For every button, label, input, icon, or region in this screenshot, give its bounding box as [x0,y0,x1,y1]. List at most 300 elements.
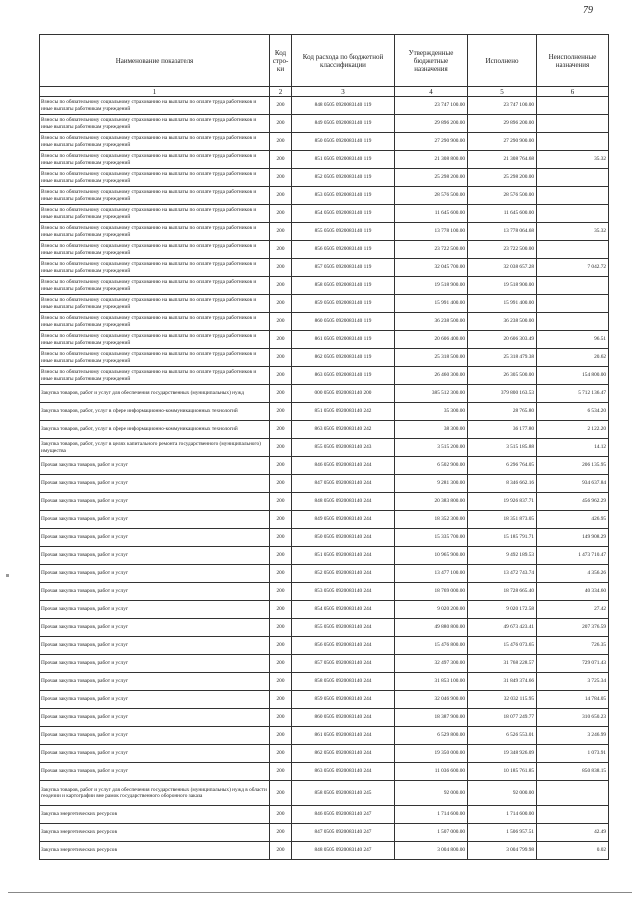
cell-unexecuted: 0.02 [537,842,609,860]
cell-name: Прочая закупка товаров, работ и услуг [40,727,270,745]
cell-code: 200 [270,529,292,547]
cell-executed: 6 526 553.01 [468,727,537,745]
cell-name: Взносы по обязательному социальному страхованию на выплаты по оплате труда работников и иные выплаты работникам учреждений [40,223,270,241]
cell-unexecuted: 149 908.29 [537,529,609,547]
header-classification: Код расхода по бюджетной классификации [292,35,395,87]
cell-name: Прочая закупка товаров, работ и услуг [40,511,270,529]
cell-executed: 15 991 400.00 [468,295,537,313]
cell-unexecuted: 4 356.26 [537,565,609,583]
cell-approved: 3 004 800.00 [395,842,468,860]
cell-code: 200 [270,781,292,806]
cell-name: Закупка товаров, работ, услуг в целях капитального ремонта государственного (муниципального) имущества [40,439,270,457]
cell-approved: 385 512 300.00 [395,385,468,403]
cell-executed: 19 348 926.09 [468,745,537,763]
cell-approved: 26 460 300.00 [395,367,468,385]
cell-executed: 49 673 423.41 [468,619,537,637]
cell-code: 200 [270,115,292,133]
cell-name: Взносы по обязательному социальному страхованию на выплаты по оплате труда работников и иные выплаты работникам учреждений [40,205,270,223]
table-row [40,187,609,205]
table-row [40,565,609,583]
header-approved: Утвержденные бюджетные назначения [395,35,468,87]
cell-approved: 23 722 500.00 [395,241,468,259]
cell-executed: 29 896 200.00 [468,115,537,133]
cell-unexecuted: 426.95 [537,511,609,529]
cell-unexecuted: 6 534.20 [537,403,609,421]
column-number: 5 [468,87,537,97]
cell-approved: 35 300.00 [395,403,468,421]
cell-classification: 852 0505 0920083140 244 [292,565,395,583]
table-row [40,241,609,259]
table-row [40,169,609,187]
cell-approved: 6 502 900.00 [395,457,468,475]
cell-code: 200 [270,619,292,637]
cell-executed: 13 778 064.68 [468,223,537,241]
table-row [40,403,609,421]
cell-classification: 862 0505 0920083140 244 [292,745,395,763]
cell-classification: 861 0505 0920083140 119 [292,331,395,349]
cell-approved: 21 308 800.00 [395,151,468,169]
cell-approved: 32 045 700.00 [395,259,468,277]
header-name: Наименование показателя [40,35,270,87]
cell-classification: 856 0505 0920083140 244 [292,637,395,655]
cell-code: 200 [270,745,292,763]
cell-code: 200 [270,655,292,673]
page-bottom-rule [8,892,632,893]
cell-approved: 25 318 500.00 [395,349,468,367]
cell-executed: 379 800 163.53 [468,385,537,403]
table-row [40,223,609,241]
table-row [40,511,609,529]
cell-unexecuted: 35.32 [537,223,609,241]
cell-approved: 20 383 800.00 [395,493,468,511]
cell-name: Закупка товаров, работ и услуг для обеспечения государственных (муниципальных) нужд в области геодезии и картографии вне рамок государственного оборонного заказа [40,781,270,806]
cell-name: Закупка товаров, работ и услуг для обеспечения государственных (муниципальных) нужд [40,385,270,403]
cell-name: Взносы по обязательному социальному страхованию на выплаты по оплате труда работников и иные выплаты работникам учреждений [40,133,270,151]
table-row [40,259,609,277]
cell-name: Закупка энергетических ресурсов [40,842,270,860]
cell-unexecuted: 729 071.43 [537,655,609,673]
table-row [40,367,609,385]
cell-classification: 854 0505 0920083140 119 [292,205,395,223]
header-code: Код стро-ки [270,35,292,87]
cell-name: Прочая закупка товаров, работ и услуг [40,475,270,493]
cell-name: Закупка товаров, работ, услуг в сфере информационно-коммуникационных технологий [40,421,270,439]
cell-unexecuted: 1 473 710.47 [537,547,609,565]
column-number: 1 [40,87,270,97]
cell-executed: 10 185 761.85 [468,763,537,781]
cell-unexecuted: 35.32 [537,151,609,169]
cell-code: 200 [270,385,292,403]
table-row [40,331,609,349]
cell-classification: 848 0505 0920083140 247 [292,842,395,860]
cell-code: 200 [270,727,292,745]
cell-code: 200 [270,842,292,860]
cell-unexecuted [537,97,609,115]
cell-executed: 20 606 303.49 [468,331,537,349]
cell-unexecuted: 96.51 [537,331,609,349]
cell-approved: 31 853 100.00 [395,673,468,691]
cell-executed: 25 298 200.00 [468,169,537,187]
cell-name: Закупка энергетических ресурсов [40,806,270,824]
column-number: 3 [292,87,395,97]
cell-executed: 92 000.00 [468,781,537,806]
cell-classification: 855 0505 0920083140 243 [292,439,395,457]
cell-executed: 3 004 799.98 [468,842,537,860]
page-number: 79 [583,5,593,16]
cell-unexecuted [537,115,609,133]
cell-unexecuted: 310 650.23 [537,709,609,727]
cell-classification: 848 0505 0920083140 244 [292,493,395,511]
table-row [40,709,609,727]
cell-code: 200 [270,824,292,842]
table-row [40,619,609,637]
cell-classification: 850 0505 0920083140 119 [292,133,395,151]
cell-executed: 32 038 657.28 [468,259,537,277]
cell-classification: 856 0505 0920083140 119 [292,241,395,259]
cell-executed: 19 518 900.00 [468,277,537,295]
cell-code: 200 [270,511,292,529]
cell-approved: 13 778 100.00 [395,223,468,241]
cell-unexecuted: 27.42 [537,601,609,619]
cell-classification: 847 0505 0920083140 244 [292,475,395,493]
cell-approved: 38 300.00 [395,421,468,439]
cell-code: 200 [270,601,292,619]
cell-code: 200 [270,331,292,349]
cell-code: 200 [270,241,292,259]
cell-executed: 23 747 100.00 [468,97,537,115]
cell-classification: 862 0505 0920083140 119 [292,349,395,367]
cell-approved: 32 497 300.00 [395,655,468,673]
header-row [40,35,609,87]
cell-executed: 15 476 073.65 [468,637,537,655]
table-row [40,133,609,151]
cell-approved: 18 387 900.00 [395,709,468,727]
cell-classification: 852 0505 0920083140 119 [292,169,395,187]
cell-name: Взносы по обязательному социальному страхованию на выплаты по оплате труда работников и иные выплаты работникам учреждений [40,295,270,313]
table-header [40,35,609,97]
table-row [40,691,609,709]
cell-executed: 8 346 662.16 [468,475,537,493]
cell-classification: 857 0505 0920083140 244 [292,655,395,673]
cell-approved: 28 576 500.00 [395,187,468,205]
table-row [40,277,609,295]
cell-unexecuted: 2 122.20 [537,421,609,439]
cell-unexecuted: 14.12 [537,439,609,457]
cell-approved: 20 606 400.00 [395,331,468,349]
cell-approved: 36 238 500.00 [395,313,468,331]
cell-classification: 861 0505 0920083140 244 [292,727,395,745]
cell-executed: 25 318 479.38 [468,349,537,367]
cell-unexecuted [537,313,609,331]
cell-classification: 854 0505 0920083140 244 [292,601,395,619]
cell-executed: 9 492 189.53 [468,547,537,565]
cell-classification: 863 0505 0920083140 119 [292,367,395,385]
cell-approved: 10 965 900.00 [395,547,468,565]
cell-approved: 1 714 600.00 [395,806,468,824]
cell-classification: 849 0505 0920083140 244 [292,511,395,529]
margin-mark [6,574,9,577]
cell-executed: 36 177.80 [468,421,537,439]
cell-unexecuted: 20.62 [537,349,609,367]
cell-classification: 000 0505 0920083140 200 [292,385,395,403]
cell-name: Взносы по обязательному социальному страхованию на выплаты по оплате труда работников и иные выплаты работникам учреждений [40,187,270,205]
cell-executed: 18 077 249.77 [468,709,537,727]
cell-executed: 28 765.80 [468,403,537,421]
cell-code: 200 [270,565,292,583]
cell-approved: 49 880 800.00 [395,619,468,637]
table-row [40,727,609,745]
table-row [40,295,609,313]
table-row [40,583,609,601]
table-row [40,655,609,673]
header-executed: Исполнено [468,35,537,87]
cell-approved: 6 529 800.00 [395,727,468,745]
cell-executed: 32 032 115.95 [468,691,537,709]
cell-code: 200 [270,277,292,295]
cell-name: Взносы по обязательному социальному страхованию на выплаты по оплате труда работников и иные выплаты работникам учреждений [40,241,270,259]
cell-code: 200 [270,205,292,223]
cell-executed: 9 020 172.58 [468,601,537,619]
cell-unexecuted: 3 246.99 [537,727,609,745]
cell-code: 200 [270,367,292,385]
cell-approved: 23 747 100.00 [395,97,468,115]
cell-executed: 11 645 600.00 [468,205,537,223]
cell-code: 200 [270,709,292,727]
cell-code: 200 [270,97,292,115]
cell-approved: 11 036 600.00 [395,763,468,781]
cell-name: Взносы по обязательному социальному страхованию на выплаты по оплате труда работников и иные выплаты работникам учреждений [40,169,270,187]
cell-code: 200 [270,673,292,691]
cell-code: 200 [270,421,292,439]
cell-unexecuted: 456 962.29 [537,493,609,511]
cell-classification: 860 0505 0920083140 244 [292,709,395,727]
cell-name: Прочая закупка товаров, работ и услуг [40,565,270,583]
cell-classification: 847 0505 0920083140 247 [292,824,395,842]
cell-unexecuted: 40 334.60 [537,583,609,601]
table-row [40,439,609,457]
cell-approved: 19 350 000.00 [395,745,468,763]
cell-classification: 848 0505 0920083140 119 [292,97,395,115]
cell-name: Прочая закупка товаров, работ и услуг [40,529,270,547]
cell-code: 200 [270,493,292,511]
cell-name: Взносы по обязательному социальному страхованию на выплаты по оплате труда работников и иные выплаты работникам учреждений [40,367,270,385]
cell-classification: 863 0505 0920083140 242 [292,421,395,439]
cell-approved: 18 769 000.00 [395,583,468,601]
cell-executed: 19 926 837.71 [468,493,537,511]
cell-name: Прочая закупка товаров, работ и услуг [40,655,270,673]
cell-unexecuted [537,241,609,259]
cell-approved: 1 507 000.00 [395,824,468,842]
column-number: 2 [270,87,292,97]
cell-name: Прочая закупка товаров, работ и услуг [40,709,270,727]
cell-executed: 23 722 500.00 [468,241,537,259]
cell-classification: 859 0505 0920083140 119 [292,295,395,313]
cell-approved: 15 991 400.00 [395,295,468,313]
cell-code: 200 [270,133,292,151]
cell-unexecuted [537,133,609,151]
cell-classification: 860 0505 0920083140 119 [292,313,395,331]
column-number-row [40,87,609,97]
cell-executed: 26 305 500.00 [468,367,537,385]
cell-code: 200 [270,691,292,709]
table-row [40,547,609,565]
cell-name: Взносы по обязательному социальному страхованию на выплаты по оплате труда работников и иные выплаты работникам учреждений [40,97,270,115]
cell-approved: 9 281 300.00 [395,475,468,493]
cell-name: Взносы по обязательному социальному страхованию на выплаты по оплате труда работников и иные выплаты работникам учреждений [40,313,270,331]
cell-name: Прочая закупка товаров, работ и услуг [40,457,270,475]
cell-unexecuted [537,806,609,824]
cell-code: 200 [270,151,292,169]
budget-execution-table [39,34,609,860]
header-unexecuted: Неисполненные назначения [537,35,609,87]
cell-approved: 18 352 300.00 [395,511,468,529]
cell-approved: 19 518 900.00 [395,277,468,295]
column-number: 6 [537,87,609,97]
cell-unexecuted: 934 637.84 [537,475,609,493]
cell-name: Прочая закупка товаров, работ и услуг [40,601,270,619]
cell-code: 200 [270,457,292,475]
table-row [40,97,609,115]
cell-code: 200 [270,169,292,187]
cell-unexecuted: 3 725.34 [537,673,609,691]
cell-classification: 851 0505 0920083140 244 [292,547,395,565]
table-row [40,421,609,439]
cell-code: 200 [270,583,292,601]
cell-classification: 851 0505 0920083140 242 [292,403,395,421]
cell-approved: 3 515 200.00 [395,439,468,457]
table-row [40,763,609,781]
cell-unexecuted: 726.35 [537,637,609,655]
cell-approved: 32 046 900.00 [395,691,468,709]
cell-name: Взносы по обязательному социальному страхованию на выплаты по оплате труда работников и иные выплаты работникам учреждений [40,151,270,169]
cell-name: Прочая закупка товаров, работ и услуг [40,619,270,637]
cell-name: Взносы по обязательному социальному страхованию на выплаты по оплате труда работников и иные выплаты работникам учреждений [40,115,270,133]
table-row [40,673,609,691]
cell-unexecuted [537,295,609,313]
cell-executed: 31 849 374.66 [468,673,537,691]
cell-classification: 859 0505 0920083140 244 [292,691,395,709]
cell-classification: 853 0505 0920083140 119 [292,187,395,205]
cell-unexecuted: 1 073.91 [537,745,609,763]
cell-name: Прочая закупка товаров, работ и услуг [40,691,270,709]
cell-classification: 858 0505 0920083140 119 [292,277,395,295]
cell-name: Прочая закупка товаров, работ и услуг [40,673,270,691]
table-row [40,457,609,475]
cell-code: 200 [270,439,292,457]
cell-unexecuted: 5 712 136.47 [537,385,609,403]
table-row [40,842,609,860]
cell-unexecuted [537,187,609,205]
cell-unexecuted: 14 784.05 [537,691,609,709]
cell-executed: 1 506 957.51 [468,824,537,842]
cell-classification: 851 0505 0920083140 119 [292,151,395,169]
cell-unexecuted [537,277,609,295]
cell-classification: 858 0505 0920083140 245 [292,781,395,806]
table-row [40,529,609,547]
table-row [40,806,609,824]
table-row [40,205,609,223]
cell-executed: 18 728 665.40 [468,583,537,601]
cell-name: Взносы по обязательному социальному страхованию на выплаты по оплате труда работников и иные выплаты работникам учреждений [40,349,270,367]
cell-executed: 36 238 500.00 [468,313,537,331]
cell-code: 200 [270,187,292,205]
cell-name: Прочая закупка товаров, работ и услуг [40,547,270,565]
cell-code: 200 [270,259,292,277]
cell-name: Прочая закупка товаров, работ и услуг [40,583,270,601]
cell-code: 200 [270,806,292,824]
cell-approved: 15 476 800.00 [395,637,468,655]
cell-classification: 855 0505 0920083140 244 [292,619,395,637]
table-row [40,781,609,806]
cell-approved: 25 298 200.00 [395,169,468,187]
column-number: 4 [395,87,468,97]
table-row [40,745,609,763]
cell-classification: 858 0505 0920083140 244 [292,673,395,691]
cell-executed: 28 576 500.00 [468,187,537,205]
cell-executed: 13 472 743.74 [468,565,537,583]
cell-unexecuted [537,169,609,187]
cell-classification: 846 0505 0920083140 247 [292,806,395,824]
cell-name: Прочая закупка товаров, работ и услуг [40,763,270,781]
cell-unexecuted [537,205,609,223]
cell-name: Взносы по обязательному социальному страхованию на выплаты по оплате труда работников и иные выплаты работникам учреждений [40,331,270,349]
cell-executed: 18 351 873.05 [468,511,537,529]
cell-unexecuted: 7 042.72 [537,259,609,277]
cell-approved: 92 000.00 [395,781,468,806]
table-row [40,313,609,331]
table-row [40,349,609,367]
cell-classification: 853 0505 0920083140 244 [292,583,395,601]
cell-classification: 846 0505 0920083140 244 [292,457,395,475]
cell-code: 200 [270,349,292,367]
cell-name: Взносы по обязательному социальному страхованию на выплаты по оплате труда работников и иные выплаты работникам учреждений [40,259,270,277]
cell-unexecuted: 154 800.00 [537,367,609,385]
cell-classification: 857 0505 0920083140 119 [292,259,395,277]
cell-executed: 15 185 791.71 [468,529,537,547]
cell-approved: 13 477 100.00 [395,565,468,583]
cell-approved: 9 020 200.00 [395,601,468,619]
cell-executed: 31 768 228.57 [468,655,537,673]
cell-unexecuted: 850 838.15 [537,763,609,781]
cell-name: Прочая закупка товаров, работ и услуг [40,637,270,655]
cell-executed: 3 515 185.88 [468,439,537,457]
table-row [40,601,609,619]
cell-approved: 29 896 200.00 [395,115,468,133]
cell-code: 200 [270,223,292,241]
cell-code: 200 [270,637,292,655]
cell-name: Прочая закупка товаров, работ и услуг [40,745,270,763]
cell-unexecuted: 207 376.59 [537,619,609,637]
table-row [40,493,609,511]
cell-name: Закупка товаров, работ, услуг в сфере информационно-коммуникационных технологий [40,403,270,421]
cell-executed: 21 308 764.68 [468,151,537,169]
cell-approved: 27 290 900.00 [395,133,468,151]
cell-name: Прочая закупка товаров, работ и услуг [40,493,270,511]
cell-code: 200 [270,475,292,493]
cell-executed: 27 290 900.00 [468,133,537,151]
table-body [40,97,609,860]
table-row [40,151,609,169]
cell-name: Взносы по обязательному социальному страхованию на выплаты по оплате труда работников и иные выплаты работникам учреждений [40,277,270,295]
cell-unexecuted [537,781,609,806]
cell-classification: 855 0505 0920083140 119 [292,223,395,241]
table-row [40,637,609,655]
cell-code: 200 [270,313,292,331]
table-row [40,115,609,133]
cell-code: 200 [270,763,292,781]
cell-unexecuted: 42.49 [537,824,609,842]
table-row [40,824,609,842]
